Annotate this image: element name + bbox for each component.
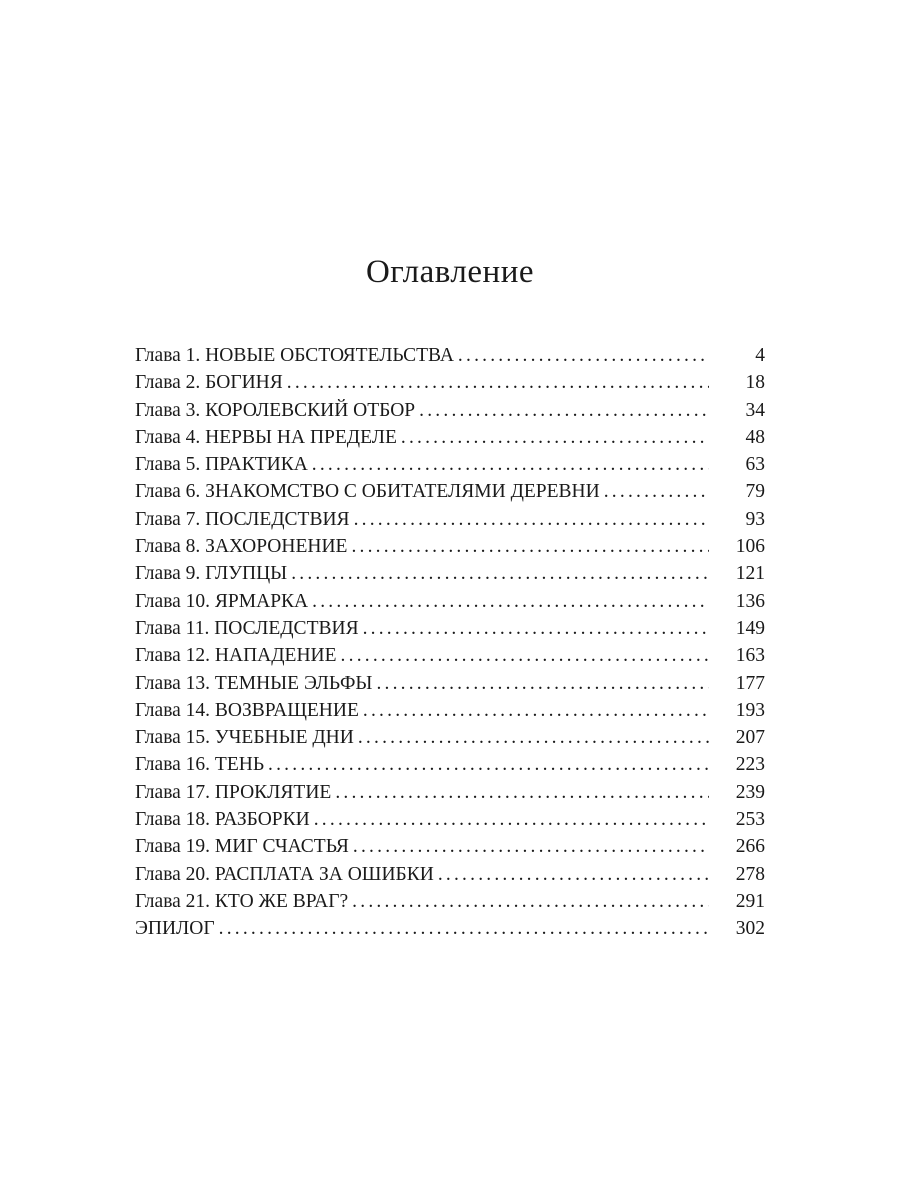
dot-leader bbox=[358, 724, 709, 751]
toc-entry-label: ЭПИЛОГ bbox=[135, 918, 215, 940]
toc-entry bbox=[135, 478, 765, 505]
dot-leader bbox=[354, 506, 709, 533]
toc-entry-label: Глава 9. ГЛУПЦЫ bbox=[135, 563, 288, 585]
toc-entry-label: Глава 6. ЗНАКОМСТВО С ОБИТАТЕЛЯМИ ДЕРЕВНИ bbox=[135, 481, 600, 503]
toc-entry bbox=[135, 642, 765, 669]
toc-entry-page: 302 bbox=[735, 918, 765, 940]
toc-entry-page: 4 bbox=[755, 345, 765, 366]
dot-leader bbox=[604, 478, 709, 505]
toc-entry bbox=[135, 833, 765, 860]
toc-entry-page: 106 bbox=[735, 536, 765, 558]
dot-leader bbox=[363, 615, 709, 642]
toc-entry-page: 48 bbox=[745, 426, 765, 448]
toc-entry-page: 177 bbox=[735, 672, 765, 694]
toc-entry bbox=[135, 806, 765, 833]
dot-leader bbox=[363, 697, 709, 724]
toc-entry-page: 136 bbox=[735, 590, 765, 612]
toc-entry bbox=[135, 915, 765, 942]
toc-entry-page: 34 bbox=[745, 399, 765, 421]
toc-entry-label: Глава 5. ПРАКТИКА bbox=[135, 454, 308, 476]
dot-leader bbox=[291, 560, 709, 587]
dot-leader bbox=[419, 397, 709, 424]
toc-entry-label: Глава 21. КТО ЖЕ ВРАГ? bbox=[135, 890, 349, 912]
toc-entry-label: Глава 20. РАСПЛАТА ЗА ОШИБКИ bbox=[135, 863, 434, 885]
toc-entry-label: Глава 12. НАПАДЕНИЕ bbox=[135, 645, 337, 667]
toc-entry-label: Глава 19. МИГ СЧАСТЬЯ bbox=[135, 836, 349, 858]
toc-entry-label: Глава 18. РАЗБОРКИ bbox=[135, 809, 310, 831]
dot-leader bbox=[219, 915, 709, 942]
dot-leader bbox=[268, 751, 709, 778]
table-of-contents bbox=[135, 342, 765, 943]
toc-entry-page: 121 bbox=[735, 563, 765, 585]
toc-entry bbox=[135, 397, 765, 424]
dot-leader bbox=[312, 451, 709, 478]
toc-entry-page: 18 bbox=[745, 372, 765, 394]
toc-entry-page: 63 bbox=[745, 454, 765, 476]
dot-leader bbox=[401, 424, 709, 451]
toc-entry bbox=[135, 533, 765, 560]
toc-entry-label: Глава 2. БОГИНЯ bbox=[135, 372, 283, 394]
toc-entry bbox=[135, 451, 765, 478]
toc-entry-page: 207 bbox=[735, 727, 765, 749]
dot-leader bbox=[341, 642, 709, 669]
toc-entry bbox=[135, 369, 765, 396]
toc-entry-page: 149 bbox=[735, 617, 765, 639]
dot-leader bbox=[351, 533, 709, 560]
toc-entry bbox=[135, 888, 765, 915]
toc-entry bbox=[135, 588, 765, 615]
toc-entry-page: 291 bbox=[735, 890, 765, 912]
dot-leader bbox=[312, 588, 709, 615]
toc-entry bbox=[135, 424, 765, 451]
toc-entry bbox=[135, 342, 765, 369]
toc-entry-label: Глава 15. УЧЕБНЫЕ ДНИ bbox=[135, 727, 354, 749]
dot-leader bbox=[438, 861, 709, 888]
toc-entry-label: Глава 4. НЕРВЫ НА ПРЕДЕЛЕ bbox=[135, 426, 397, 448]
toc-entry bbox=[135, 560, 765, 587]
toc-entry-page: 93 bbox=[745, 508, 765, 530]
page-title: Оглавление bbox=[365, 254, 535, 290]
toc-entry-page: 79 bbox=[745, 481, 765, 503]
toc-entry-label: Глава 1. НОВЫЕ ОБСТОЯТЕЛЬСТВА bbox=[135, 345, 454, 366]
toc-entry bbox=[135, 751, 765, 778]
toc-entry-page: 163 bbox=[735, 645, 765, 667]
toc-entry-label: Глава 16. ТЕНЬ bbox=[135, 754, 265, 776]
toc-entry-page: 223 bbox=[735, 754, 765, 776]
toc-entry-page: 253 bbox=[735, 809, 765, 831]
toc-entry bbox=[135, 779, 765, 806]
dot-leader bbox=[376, 670, 709, 697]
toc-entry bbox=[135, 670, 765, 697]
toc-entry bbox=[135, 615, 765, 642]
toc-entry-label: Глава 14. ВОЗВРАЩЕНИЕ bbox=[135, 699, 359, 721]
toc-entry-label: Глава 13. ТЕМНЫЕ ЭЛЬФЫ bbox=[135, 672, 373, 694]
toc-entry bbox=[135, 861, 765, 888]
toc-entry-page: 193 bbox=[735, 699, 765, 721]
toc-entry-label: Глава 11. ПОСЛЕДСТВИЯ bbox=[135, 617, 359, 639]
toc-entry-label: Глава 17. ПРОКЛЯТИЕ bbox=[135, 781, 332, 803]
dot-leader bbox=[352, 888, 709, 915]
toc-entry-label: Глава 8. ЗАХОРОНЕНИЕ bbox=[135, 536, 348, 558]
toc-entry-page: 239 bbox=[735, 781, 765, 803]
toc-entry-label: Глава 3. КОРОЛЕВСКИЙ ОТБОР bbox=[135, 399, 416, 421]
toc-entry-label: Глава 7. ПОСЛЕДСТВИЯ bbox=[135, 508, 350, 530]
toc-entry bbox=[135, 724, 765, 751]
dot-leader bbox=[335, 779, 709, 806]
toc-entry-page: 278 bbox=[735, 863, 765, 885]
dot-leader bbox=[314, 806, 709, 833]
dot-leader bbox=[287, 369, 709, 396]
toc-entry bbox=[135, 697, 765, 724]
toc-entry bbox=[135, 506, 765, 533]
toc-entry-label: Глава 10. ЯРМАРКА bbox=[135, 590, 309, 612]
dot-leader bbox=[353, 833, 709, 860]
dot-leader bbox=[458, 342, 709, 369]
toc-entry-page: 266 bbox=[735, 836, 765, 858]
